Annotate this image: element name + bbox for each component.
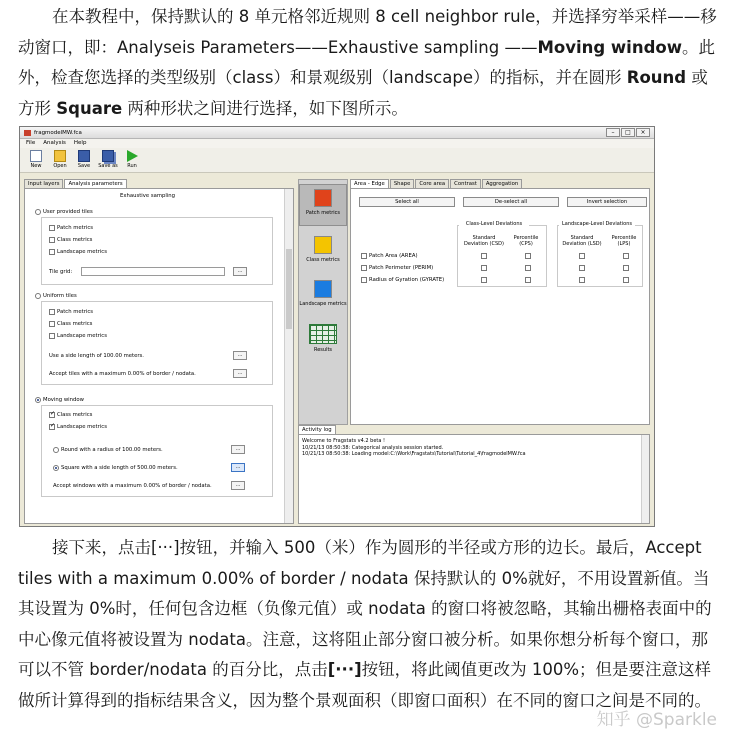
nav-landscape-label: Landscape metrics: [299, 301, 347, 307]
intro-text-3: 或方形: [18, 68, 708, 118]
uniform-class-option[interactable]: [49, 321, 92, 327]
cps-checkbox[interactable]: [525, 277, 531, 283]
round-option[interactable]: [53, 447, 163, 453]
save-as-icon: [102, 150, 114, 162]
side-length-button[interactable]: ...: [233, 351, 247, 360]
radio-selected-icon[interactable]: [53, 465, 59, 471]
intro-bold-round: Round: [626, 68, 687, 87]
tile-grid-browse-button[interactable]: ...: [233, 267, 247, 276]
class-level-heading: Class-Level Deviations: [459, 221, 529, 227]
mw-landscape-option[interactable]: [49, 424, 107, 430]
nav-patch-label: Patch metrics: [305, 210, 341, 216]
close-icon[interactable]: ×: [636, 128, 650, 137]
run-icon: [127, 150, 138, 162]
tab-contrast[interactable]: Contrast: [450, 179, 481, 188]
fragstats-window-screenshot: [19, 126, 655, 527]
lsd-checkbox[interactable]: [579, 277, 585, 283]
tab-activity-log[interactable]: Activity log: [298, 425, 336, 434]
new-label: New: [30, 163, 42, 169]
csd-checkbox[interactable]: [481, 253, 487, 259]
exhaustive-sampling-label: Exhaustive sampling: [120, 193, 176, 199]
open-label: Open: [53, 163, 67, 169]
checkbox-icon[interactable]: [49, 237, 55, 243]
metrics-nav-panel: [298, 179, 348, 425]
lps-checkbox[interactable]: [623, 253, 629, 259]
class-metrics-label: Class metrics: [57, 237, 93, 243]
utiles-landscape-option[interactable]: [49, 249, 107, 255]
menu-analysis[interactable]: Analysis: [43, 140, 66, 146]
lsd-checkbox[interactable]: [579, 265, 585, 271]
scroll-thumb[interactable]: [286, 249, 292, 329]
radio-icon[interactable]: [35, 209, 41, 215]
tile-grid-label: Tile grid:: [49, 269, 73, 275]
lps-checkbox[interactable]: [623, 265, 629, 271]
intro-paragraph: [18, 2, 718, 124]
checkbox-icon[interactable]: [49, 249, 55, 255]
body-text: 接下来，点击[···]按钮，并输入 500（米）作为圆形的半径或方形的边长。最后，Accept tiles with a maximum 0.00% of border / nodata 保持默认的 0%就好，不用设置新值。当其设置为 0%时，任何包含边框（负像元值）或 nodata 的窗口将被忽略，其输出栅格表面中的中心像元值将被设置为 nodata。注意，这将阻止部分窗口被分析。如果你想分析每个窗口，那可以不管 border/nodata 的百分比，点击: [18, 538, 712, 679]
landscape-metrics-icon: [314, 280, 332, 298]
new-button[interactable]: [26, 150, 46, 170]
save-as-label: Save as: [98, 163, 118, 169]
moving-window-option[interactable]: [35, 397, 84, 403]
lps-checkbox[interactable]: [623, 277, 629, 283]
deselect-all-button[interactable]: De-select all: [463, 197, 559, 207]
intro-text: 在本教程中，保持默认的 8 单元格邻近规则 8 cell neighbor rule，并选择穷举采样——移动窗口，即：Analyseis Parameters——Exhaustive sampling ——: [18, 7, 717, 57]
square-side-label: Square with a side length of 500.00 meters.: [61, 465, 178, 471]
patch-metrics-label: Patch metrics: [57, 309, 94, 315]
activity-log-body: [298, 434, 650, 524]
log-line: 10/21/13 08:50:38: Categorical analysis session started.: [302, 444, 444, 451]
landscape-metrics-label: Landscape metrics: [57, 424, 107, 430]
toolbar: [20, 148, 654, 173]
open-button[interactable]: [50, 150, 70, 170]
side-length-label: Use a side length of 100.00 meters.: [49, 353, 144, 359]
moving-window-label: Moving window: [43, 397, 84, 403]
radio-icon[interactable]: [35, 293, 41, 299]
nav-class-label: Class metrics: [306, 257, 340, 263]
lsd-checkbox[interactable]: [579, 253, 585, 259]
checkbox-icon[interactable]: [49, 333, 55, 339]
menu-help[interactable]: Help: [73, 140, 87, 146]
title-bar: [20, 127, 654, 139]
window-title: fragmodelMW.fca: [34, 130, 82, 136]
body-bold-dots: [···]: [327, 660, 362, 679]
patch-metrics-label: Patch metrics: [57, 225, 94, 231]
user-provided-tiles-label: User provided tiles: [43, 209, 93, 215]
round-radius-button[interactable]: ...: [231, 445, 245, 454]
invert-selection-button[interactable]: Invert selection: [567, 197, 647, 207]
class-metrics-label: Class metrics: [57, 412, 93, 418]
save-icon: [78, 150, 90, 162]
metric-perim-label: Patch Perimeter (PERIM): [369, 265, 434, 271]
app-icon: [24, 130, 31, 136]
tab-input-layers[interactable]: Input layers: [24, 179, 63, 188]
tab-aggregation[interactable]: Aggregation: [482, 179, 522, 188]
tab-core-area[interactable]: Core area: [415, 179, 449, 188]
tab-area-edge[interactable]: Area - Edge: [350, 179, 389, 188]
results-table-icon: [309, 324, 337, 344]
uniform-tiles-option[interactable]: [35, 293, 77, 299]
round-radius-label: Round with a radius of 100.00 meters.: [61, 447, 163, 453]
uniform-tiles-label: Uniform tiles: [43, 293, 77, 299]
accept-windows-button[interactable]: ...: [231, 481, 245, 490]
log-scrollbar[interactable]: [641, 435, 649, 523]
save-as-button[interactable]: [98, 150, 118, 170]
menu-file[interactable]: File: [26, 140, 36, 146]
cps-checkbox[interactable]: [525, 253, 531, 259]
checkbox-icon[interactable]: [361, 265, 367, 271]
menu-bar: [20, 139, 654, 148]
landscape-level-heading: Landscape-Level Deviations: [559, 221, 635, 227]
checkbox-checked-icon[interactable]: [49, 424, 55, 430]
minimize-icon[interactable]: –: [606, 128, 620, 137]
patch-metrics-icon: [314, 189, 332, 207]
lsd-heading: Standard Deviation (LSD): [562, 235, 602, 247]
accept-tiles-button[interactable]: ...: [233, 369, 247, 378]
cps-checkbox[interactable]: [525, 265, 531, 271]
intro-bold-square: Square: [56, 98, 123, 118]
cps-heading: Percentile (CPS): [513, 235, 539, 247]
accept-windows-label: Accept windows with a maximum 0.00% of border / nodata.: [53, 483, 212, 489]
save-label: Save: [77, 163, 91, 169]
csd-checkbox[interactable]: [481, 265, 487, 271]
checkbox-icon[interactable]: [361, 277, 367, 283]
lps-heading: Percentile (LPS): [611, 235, 637, 247]
csd-heading: Standard Deviation (CSD): [464, 235, 504, 247]
intro-text-2: 。此外，检查您选择的类型级别（class）和景观级别（landscape）的指标，并在圆形: [18, 37, 715, 87]
square-option[interactable]: [53, 465, 178, 471]
user-provided-tiles-option[interactable]: [35, 209, 93, 215]
mw-class-option[interactable]: [49, 412, 92, 418]
intro-text-4: 两种形状之间进行选择，如下图所示。: [122, 98, 408, 118]
nav-results[interactable]: [299, 320, 347, 353]
folder-icon: [54, 150, 66, 162]
analysis-parameters-body: [24, 188, 294, 524]
save-button[interactable]: [74, 150, 94, 170]
run-label: Run: [127, 163, 137, 169]
class-metrics-label: Class metrics: [57, 321, 93, 327]
left-panel: [24, 179, 294, 524]
nav-class-metrics[interactable]: [299, 232, 347, 263]
log-line: 10/21/13 08:50:38: Loading model:C:\Work\Fragstats\Tutorial\Tutorial_4\fragmodelMW.fca: [302, 451, 526, 457]
uniform-patch-option[interactable]: [49, 309, 93, 315]
checkbox-checked-icon[interactable]: [49, 412, 55, 418]
area-edge-body: [350, 188, 650, 425]
tab-analysis-parameters[interactable]: Analysis parameters: [64, 179, 126, 188]
metric-gyrate-label: Radius of Gyration (GYRATE): [369, 277, 445, 283]
checkbox-icon[interactable]: [361, 253, 367, 259]
nav-patch-metrics[interactable]: [299, 184, 347, 226]
utiles-class-option[interactable]: [49, 237, 92, 243]
metric-row-perim[interactable]: [361, 265, 433, 271]
radio-selected-icon[interactable]: [35, 397, 41, 403]
tile-grid-input[interactable]: [81, 267, 225, 276]
body-text-2: 按钮，将此阈值更改为 100%；但是要注意这样做所计算得到的指标结果含义，因为整个景观面积（即窗口面积）在不同的窗口之间是不同的。: [18, 660, 712, 710]
metric-row-area[interactable]: [361, 253, 418, 259]
metrics-panel: [350, 179, 650, 425]
log-line: Welcome to Fragstats v4.2 beta !: [302, 438, 386, 444]
select-all-button[interactable]: Select all: [359, 197, 455, 207]
new-file-icon: [30, 150, 42, 162]
uniform-landscape-option[interactable]: [49, 333, 107, 339]
nav-results-label: Results: [313, 347, 333, 353]
activity-log-panel: [298, 425, 650, 524]
utiles-patch-option[interactable]: [49, 225, 93, 231]
nav-landscape-metrics[interactable]: [299, 276, 347, 307]
zhihu-watermark: 知乎 @Sparkle: [596, 710, 717, 730]
metric-area-label: Patch Area (AREA): [369, 253, 418, 259]
left-scrollbar[interactable]: [284, 189, 293, 523]
maximize-icon[interactable]: □: [621, 128, 635, 137]
landscape-metrics-label: Landscape metrics: [57, 249, 107, 255]
metric-row-gyrate[interactable]: [361, 277, 444, 283]
intro-bold-moving-window: Moving window: [537, 37, 682, 57]
checkbox-icon[interactable]: [49, 309, 55, 315]
radio-icon[interactable]: [53, 447, 59, 453]
accept-tiles-label: Accept tiles with a maximum 0.00% of border / nodata.: [49, 371, 196, 377]
body-paragraph: [18, 533, 718, 716]
square-side-button[interactable]: ...: [231, 463, 245, 472]
tab-shape[interactable]: Shape: [390, 179, 415, 188]
run-button[interactable]: [122, 150, 142, 170]
class-metrics-icon: [314, 236, 332, 254]
checkbox-icon[interactable]: [49, 321, 55, 327]
checkbox-icon[interactable]: [49, 225, 55, 231]
landscape-metrics-label: Landscape metrics: [57, 333, 107, 339]
csd-checkbox[interactable]: [481, 277, 487, 283]
